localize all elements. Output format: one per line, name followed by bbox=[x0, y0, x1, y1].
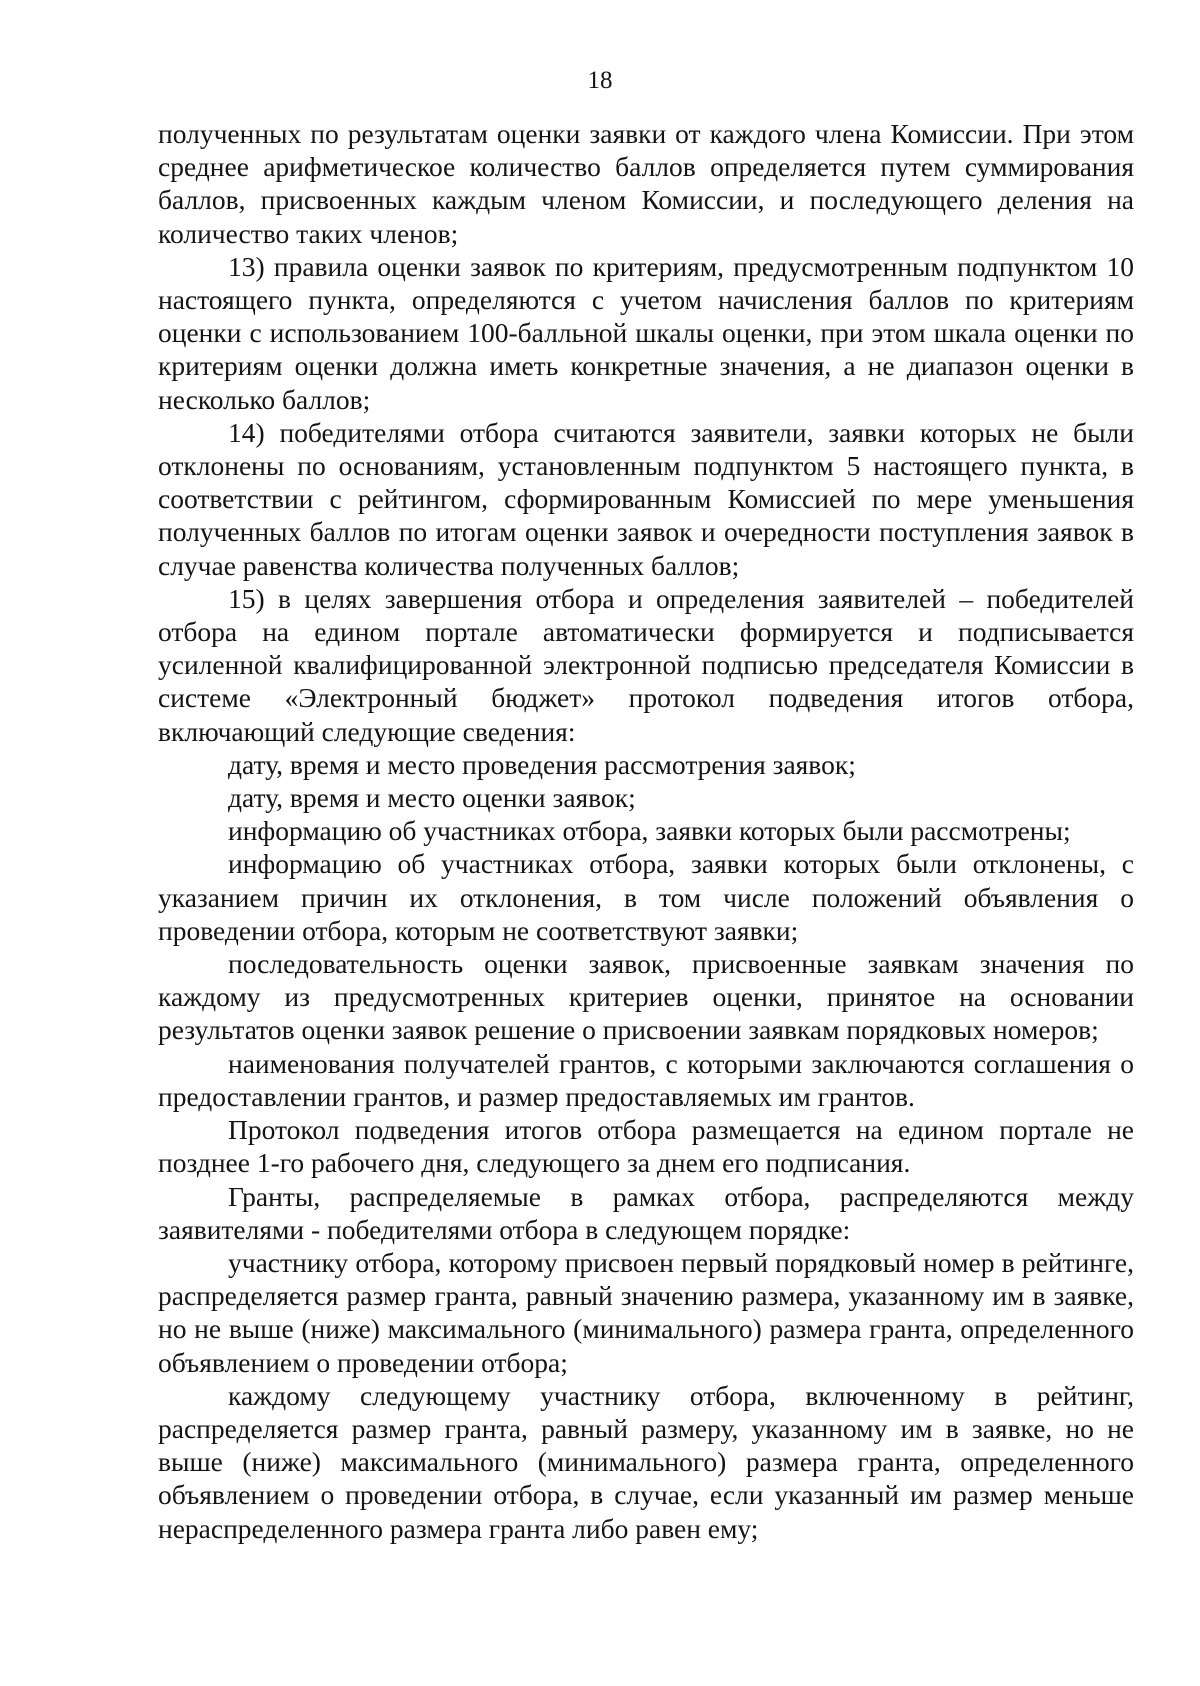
page-number: 18 bbox=[587, 67, 613, 94]
paragraph-protocol-info-3: информацию об участниках отбора, заявки которых были рассмотрены; bbox=[228, 815, 1071, 847]
paragraph-protocol-info-6: наименования получателей грантов, с которыми заключаются соглашения о предоставлении грантов, и размер предоставляемых им грантов. bbox=[158, 1047, 1134, 1112]
paragraph-first-participant: участнику отбора, которому присвоен первый порядковый номер в рейтинге, распределяется размер гранта, равный значению размера, указанному им в заявке, но не выше (ниже) максимального (минимального) размера гранта, определенного объявлением о проведении отбора; bbox=[158, 1246, 1134, 1378]
paragraph-protocol-publication: Протокол подведения итогов отбора размещается на едином портале не позднее 1-го рабочего дня, следующего за днем его подписания. bbox=[158, 1114, 1134, 1179]
paragraph-continuation: полученных по результатам оценки заявки от каждого члена Комиссии. При этом среднее арифметическое количество баллов определяется путем суммирования баллов, присвоенных каждым членом Комиссии, и последующего деления на количество таких членов; bbox=[158, 118, 1134, 249]
paragraph-protocol-info-1: дату, время и место проведения рассмотрения заявок; bbox=[228, 748, 856, 780]
paragraph-protocol-info-4: информацию об участниках отбора, заявки которых были отклонены, с указанием причин их отклонения, в том числе положений объявления о проведении отбора, которым не соответствуют заявки; bbox=[158, 848, 1134, 946]
paragraph-grants-distribution: Гранты, распределяемые в рамках отбора, распределяются между заявителями - победителями отбора в следующем порядке: bbox=[158, 1180, 1134, 1245]
paragraph-item-14: 14) победителями отбора считаются заявители, заявки которых не были отклонены по основаниям, установленным подпунктом 5 настоящего пункта, в соответствии с рейтингом, сформированным Комиссией по мере уменьшения полученных баллов по итогам оценки заявок и очередности поступления заявок в случае равенства количества полученных баллов; bbox=[158, 416, 1134, 581]
paragraph-protocol-info-2: дату, время и место оценки заявок; bbox=[228, 782, 636, 814]
document-body bbox=[158, 117, 1134, 1545]
paragraph-protocol-info-5: последовательность оценки заявок, присвоенные заявкам значения по каждому из предусмотренных критериев оценки, принятое на основании результатов оценки заявок решение о присвоении заявкам порядковых номеров; bbox=[158, 948, 1134, 1046]
paragraph-item-15: 15) в целях завершения отбора и определения заявителей – победителей отбора на едином портале автоматически формируется и подписывается усиленной квалифицированной электронной подписью председателя Комиссии в системе «Электронный бюджет» протокол подведения итогов отбора, включающий следующие сведения: bbox=[158, 582, 1134, 747]
paragraph-next-participant: каждому следующему участнику отбора, включенному в рейтинг, распределяется размер гранта, равный размеру, указанному им в заявке, но не выше (ниже) максимального (минимального) размера гранта, определенного объявлением о проведении отбора, в случае, если указанный им размер меньше нераспределенного размера гранта либо равен ему; bbox=[158, 1379, 1134, 1544]
paragraph-item-13: 13) правила оценки заявок по критериям, предусмотренным подпунктом 10 настоящего пункта, определяются с учетом начисления баллов по критериям оценки с использованием 100-балльной шкалы оценки, при этом шкала оценки по критериям оценки должна иметь конкретные значения, а не диапазон оценки в несколько баллов; bbox=[158, 250, 1134, 415]
